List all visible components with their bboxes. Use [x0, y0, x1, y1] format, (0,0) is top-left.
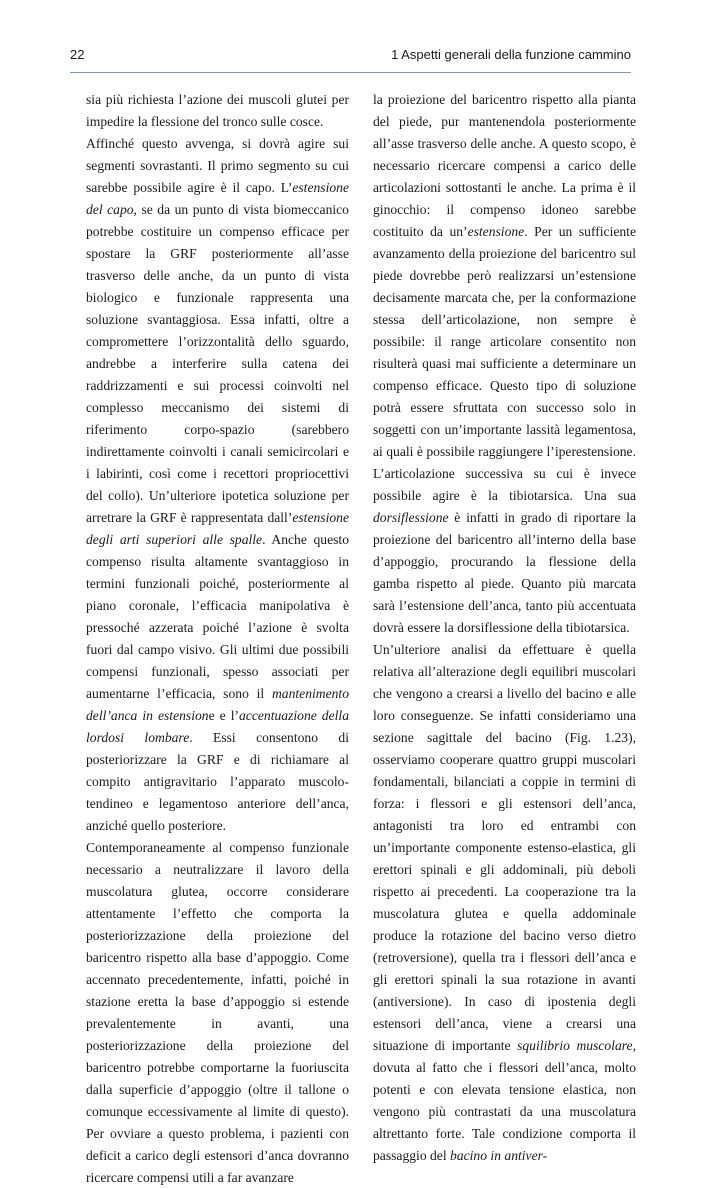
text-run: Affinché questo avvenga, si dovrà agire sui segmenti sovrastanti. Il primo segmento su cui sarebbe possibile agire è il capo. L’ [86, 136, 349, 195]
paragraph [86, 133, 349, 837]
text-run: e e l’ [208, 708, 240, 723]
italic-term: estensione degli arti superiori alle spalle [86, 510, 349, 547]
italic-term: squilibrio muscolare [517, 1038, 633, 1053]
italic-term: accentuazione della lordosi lombare [86, 708, 349, 745]
paragraph [86, 89, 349, 133]
header-rule [70, 72, 631, 73]
paragraph [373, 639, 636, 1167]
paragraph [86, 837, 349, 1189]
text-run: è infatti in grado di riportare la proiezione del baricentro all’interno della base d’appoggio, procurando la flessione della gamba rispetto al piede. Quanto più marcata sarà l’estensione dell’anca, tanto più accentuata dovrà essere la dorsiflessione della tibiotarsica. [373, 510, 636, 635]
text-run: Un’ulteriore analisi da effettuare è quella relativa all’alterazione degli equilibri muscolari che vengono a crearsi a livello del bacino e alle loro conseguenze. Se infatti consideriamo una sezione sagittale del bacino (Fig. 1.23), osserviamo cooperare quattro gruppi muscolari fondamentali, bilanciati a coppie in termini di forza: i flessori e gli estensori dell’anca, antagonisti tra loro ed entrambi con un’importante componente estenso-elastica, gli erettori spinali e gli addominali, più deboli rispetto ai precedenti. La cooperazione tra la muscolatura glutea e quella addominale produce la rotazione del bacino verso dietro (retroversione), quella tra i flessori dell’anca e gli erettori spinali la sua rotazione in avanti (antiversione). In caso di ipostenia degli estensori dell’anca, viene a crearsi una situazione di importante [373, 642, 636, 1053]
italic-term: bacino in antiver- [450, 1148, 548, 1163]
paragraph [373, 89, 636, 639]
page-header [70, 47, 631, 67]
text-run: , dovuta al fatto che i flessori dell’anca, molto potenti e con elevata tensione elastica, non vengono più contrastati da una muscolatura altrettanto forte. Tale condizione comporta il passaggio del [373, 1038, 636, 1163]
italic-term: mantenimento dell’anca in estension [86, 686, 349, 723]
text-run: . Essi consentono di posteriorizzare la GRF e di richiamare al compito antigravitario l’apparato muscolo-tendineo e legamentoso anteriore dell’anca, anziché quello posteriore. [86, 730, 349, 833]
page-number: 22 [70, 47, 85, 62]
left-column [86, 89, 349, 1189]
text-run: sia più richiesta l’azione dei muscoli glutei per impedire la flessione del tronco sulle cosce. [86, 92, 349, 129]
running-title: 1 Aspetti generali della funzione cammino [391, 47, 631, 62]
italic-term: dorsiflessione [373, 510, 449, 525]
italic-term: estensione del capo [86, 180, 349, 217]
right-column [373, 89, 636, 1167]
text-run: . Per un sufficiente avanzamento della proiezione del baricentro sul piede dovrebbe però realizzarsi un’estensione decisamente marcata che, per la conformazione stessa dell’articolazione, non sempre è possibile: il range articolare consentito non risulterà quasi mai sufficiente a determinare un compenso efficace. Questo tipo di soluzione potrà essere sfruttata con successo solo in soggetti con un’importante lassità legamentosa, ai quali è possibile raggiungere l’iperestensione. L’articolazione successiva su cui è invece possibile agire è la tibiotarsica. Una sua [373, 224, 636, 503]
text-run: la proiezione del baricentro rispetto alla pianta del piede, pur mantenendola posteriormente all’asse trasverso delle anche. A questo scopo, è necessario ricercare compensi a carico delle articolazioni sottostanti le anche. La prima è il ginocchio: il compenso idoneo sarebbe costituito da un’ [373, 92, 636, 239]
text-run: Contemporaneamente al compenso funzionale necessario a neutralizzare il lavoro della muscolatura glutea, occorre considerare attentamente l’effetto che comporta la posteriorizzazione della proiezione del baricentro rispetto alla base d’appoggio. Come accennato precedentemente, infatti, poiché in stazione eretta la base d’appoggio si estende prevalentemente in avanti, una posteriorizzazione della proiezione del baricentro potrebbe comportarne la fuoriuscita dalla superficie d’appoggio (oltre il tallone o comunque eccessivamente al limite di questo). Per ovviare a questo problema, i pazienti con deficit a carico degli estensori d’anca dovranno ricercare compensi utili a far avanzare [86, 840, 349, 1185]
text-run: . Anche questo compenso risulta altamente svantaggioso in termini funzionali poiché, posteriormente al piano coronale, l’efficacia manipolativa è pressoché azzerata poiché l’azione è svolta fuori dal campo visivo. Gli ultimi due possibili compensi funzionali, spesso associati per aumentarne l’efficacia, sono il [86, 532, 349, 701]
italic-term: estensione [467, 224, 525, 239]
text-run: , se da un punto di vista biomeccanico potrebbe costituire un compenso efficace per spostare la GRF posteriormente all’asse trasverso delle anche, da un punto di vista biologico e funzionale rappresenta una soluzione svantaggiosa. Essa infatti, oltre a compromettere l’orizzontalità dello sguardo, andrebbe a interferire sulla catena dei raddrizzamenti e sui processi coinvolti nel complesso meccanismo dei sistemi di riferimento corpo-spazio (sarebbero indirettamente coinvolti i canali semicircolari e i labirinti, così come i recettori propriocettivi del collo). Un’ulteriore ipotetica soluzione per arretrare la GRF è rappresentata dall’ [86, 202, 349, 525]
